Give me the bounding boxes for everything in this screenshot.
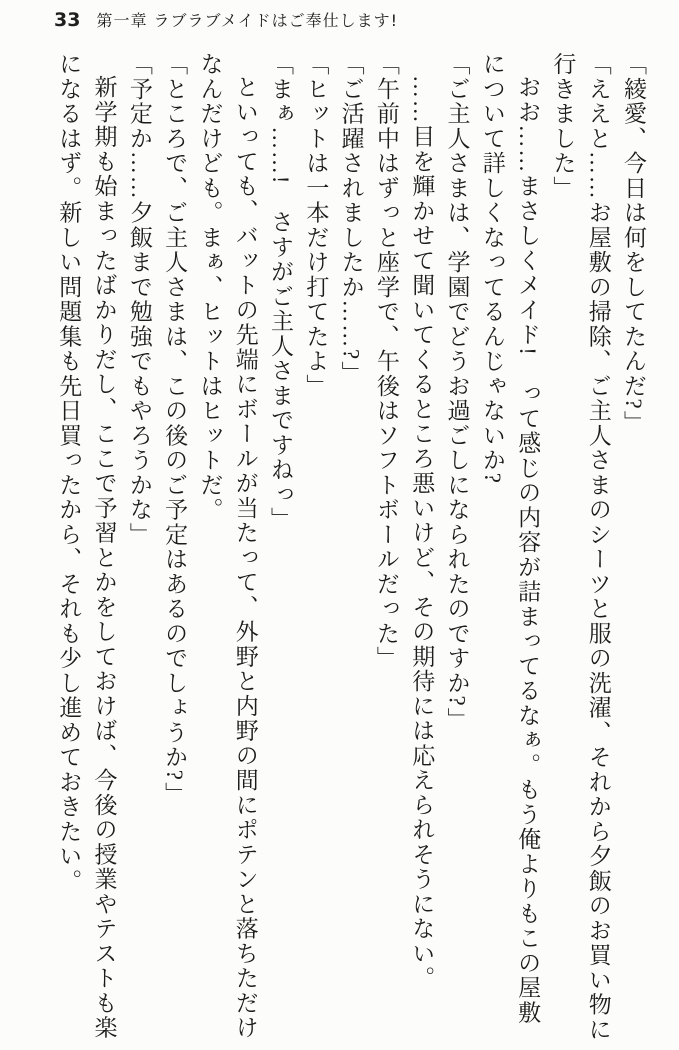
text-column: 「ヒットは一本だけ打てたよ」	[303, 52, 329, 399]
text-column: おお……まさしくメイド! って感じの内容が詰まってるなぁ。もう俺よりもこの屋敷	[515, 75, 541, 1025]
text-column: なんだけども。まぁ、ヒットはヒットだ。	[197, 52, 223, 523]
chapter-title: 第一章 ラブラブメイドはご奉仕します!	[96, 11, 398, 30]
text-column: について詳しくなってるんじゃないか?	[479, 52, 505, 485]
text-column: ……目を輝かせて聞いてくるところ悪いけど、その期待には応えられそうにない。	[409, 75, 435, 991]
page-header	[54, 8, 398, 31]
text-column: 「ところで、ご主人さまは、この後のご予定はあるのでしょうか?」	[162, 52, 188, 807]
text-column: 「午前中はずっと座学で、午後はソフトボールだった」	[373, 52, 399, 671]
text-column: 「ご主人さまは、学園でどうお過ごしになられたのですか?」	[444, 52, 470, 733]
text-column: 「まぁ……! さすがご主人さまですねっ」	[268, 52, 294, 532]
text-column: 「予定か……夕飯まで勉強でもやろうかな」	[126, 52, 152, 547]
text-column: 行きました」	[550, 52, 576, 201]
text-column: といっても、バットの先端にボールが当たって、外野と内野の間にポテンと落ちただけ	[232, 75, 258, 1041]
text-column: 「綾愛、今日は何をしてたんだ?」	[621, 52, 646, 436]
text-column: 「ご活躍されましたか……?」	[338, 52, 364, 386]
page-number: 33	[54, 9, 81, 31]
text-column: 「ええと……お屋敷の掃除、ご主人さまのシーツと服の洗濯、それから夕飯のお買い物に	[585, 52, 611, 1042]
text-column: になるはず。新しい問題集も先日買ったから、それも少し進めておきたい。	[56, 52, 82, 894]
body-text	[51, 52, 651, 1044]
text-column: 新学期も始まったばかりだし、ここで予習とかをしておけば、今後の授業やテストも楽	[91, 75, 117, 1041]
